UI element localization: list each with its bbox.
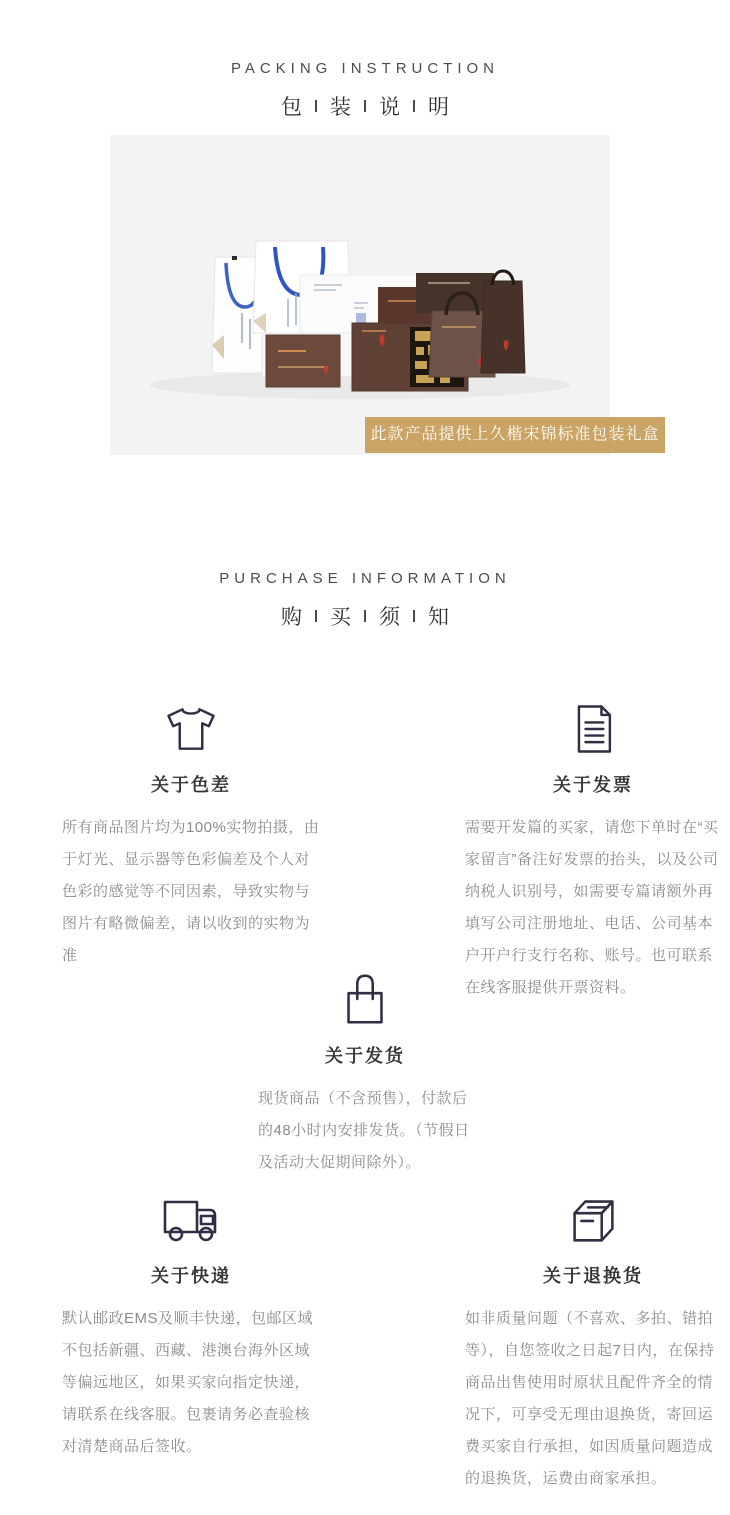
info-block-express (62, 1188, 320, 1463)
purchase-title-en: PURCHASE INFORMATION (219, 570, 511, 587)
invoice-icon (465, 697, 721, 759)
title-char: 包 (281, 96, 302, 119)
packaging-banner: 此款产品提供上久楷宋锦标准包装礼盒 (365, 417, 665, 453)
info-block-body: 默认邮政EMS及顺丰快递，包邮区域不包括新疆、西藏、港澳台海外区域等偏远地区，如果买家向指定快递，请联系在线客服。包裹请务必查验核对清楚商品后签收。 (62, 1310, 314, 1455)
info-block-title: 关于发票 (553, 775, 633, 795)
title-char: 说 (379, 96, 400, 119)
title-char: 装 (330, 96, 351, 119)
purchase-title-cn (0, 601, 730, 631)
info-block-body: 如非质量问题（不喜欢、多拍、错拍等），自您签收之日起7日内，在保持商品出售使用时原状且配件齐全的情况下，可享受无理由退换货，寄回运费买家自行承担，如因质量问题造成的退换货，运费由商家承担。 (465, 1310, 715, 1487)
packing-title-cn (0, 91, 730, 121)
title-char: 须 (379, 606, 400, 629)
packing-section-header (0, 60, 730, 121)
info-block-invoice (465, 697, 721, 1004)
info-block-title: 关于快递 (151, 1266, 231, 1286)
info-block-title: 关于退换货 (543, 1266, 643, 1286)
packing-title-en: PACKING INSTRUCTION (230, 60, 500, 77)
packaging-photo-illustration (110, 135, 610, 455)
title-char: 明 (428, 96, 449, 119)
tshirt-icon (62, 697, 320, 759)
truck-icon (62, 1188, 320, 1250)
purchase-section-header (0, 570, 730, 631)
info-block-returns (465, 1188, 721, 1495)
package-box-icon (465, 1188, 721, 1250)
title-char: 买 (330, 606, 351, 629)
info-block-body: 现货商品（不含预售），付款后的48小时内安排发货。（节假日及活动大促期间除外）。 (258, 1090, 470, 1171)
title-divider (315, 100, 317, 112)
title-divider (364, 610, 366, 622)
packaging-photo (110, 135, 610, 455)
info-block-color-difference (62, 697, 320, 972)
info-block-title: 关于色差 (151, 775, 231, 795)
info-block-body: 需要开发篇的买家，请您下单时在“买家留言”备注好发票的抬头，以及公司纳税人识别号，如需要专篇请额外再填写公司注册地址、电话、公司基本户开户行支行名称、账号。也可联系在线客服提供开票资料。 (465, 819, 719, 996)
title-divider (364, 100, 366, 112)
info-block-body: 所有商品图片均为100%实物拍摄，由于灯光、显示器等色彩偏差及个人对色彩的感觉等不同因素，导致实物与图片有略微偏差，请以收到的实物为准 (62, 819, 320, 964)
title-divider (413, 100, 415, 112)
title-divider (413, 610, 415, 622)
title-divider (315, 610, 317, 622)
info-block-shipping (258, 968, 472, 1179)
small-brown-box (266, 335, 340, 387)
shopping-bag-icon (258, 968, 472, 1030)
title-char: 知 (428, 606, 449, 629)
dark-gift-bag-right (481, 271, 525, 373)
info-block-title: 关于发货 (325, 1046, 405, 1066)
title-char: 购 (281, 606, 302, 629)
